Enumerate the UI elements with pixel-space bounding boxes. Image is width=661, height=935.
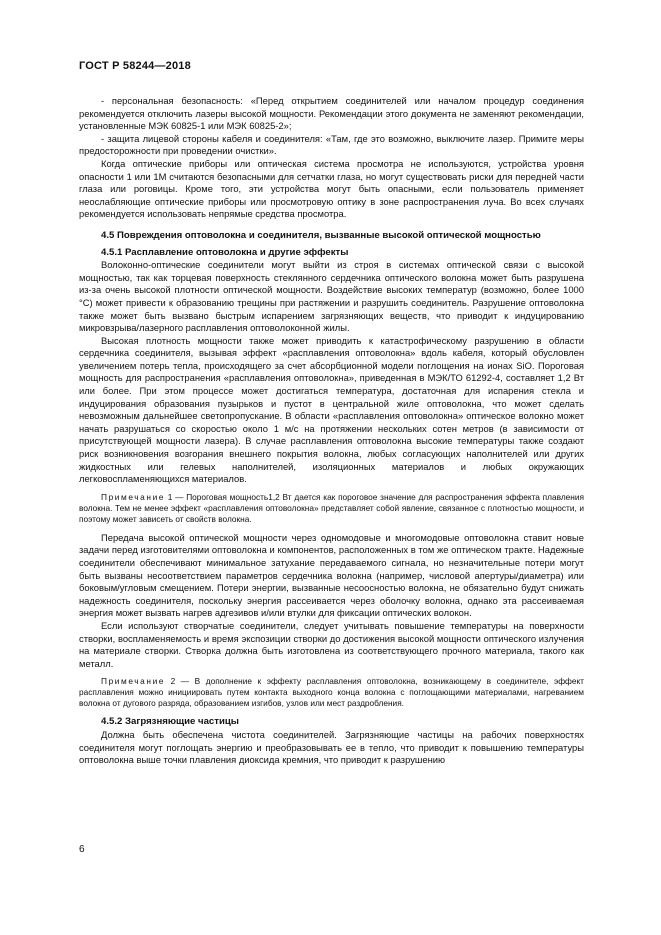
paragraph: Высокая плотность мощности также может приводить к катастрофическому разрушению в области сердечника соединителя, вызывая эффект «расплавления оптоволокна» вдоль кабеля, который обусловлен увеличением потерь тепла, происходящего за счет абсорбционной модели поглощения на ионах SiO. Пороговая мощность для распространения «расплавления оптоволокна», приведенная в МЭК/ТО 61292-4, составляет 1,2 Вт или более. При этом процессе может достигаться температура, достаточная для испарения стекла и индуцирования образования пузырьков и пустот в центральной жиле оптоволокна, что может сделать невозможным дальнейшее светопропускание. В области «расплавления оптоволокна» оптическое волокно может начать разрушаться со скоростью около 1 м/с на протяжении нескольких сотен метров (в зависимости от присутствующей мощности лазера). В случае расплавления оптоволокна высокие температуры также создают риск возникновения возгорания внешнего покрытия волокна, любых согласующих наполнителей или других жидкостных или гелевых наполнителей, изоляционных материалов и любых окружающих легковоспламеняющихся материалов. <box>79 334 584 485</box>
note-text: 2 — В дополнение к эффекту расплавления оптоволокна, возникающему в соединителе, эффект расплавления можно инициировать путем контакта выходного конца волокна с поглощающими материалами, нагреванием волокна от дугового разряда, образованием изгибов, узлов или мест раздробления. <box>79 676 584 709</box>
note-1 <box>79 492 584 525</box>
paragraph: Если используют створчатые соединители, следует учитывать повышение температуры на поверхности створки, воспламеняемость и время экспозиции створки до достижения высокой мощности оптического излучения на материале створки. Створка должна быть изготовлена из соответствующего прочного материала, такого как металл. <box>79 619 584 669</box>
note-label: Примечание <box>101 491 166 502</box>
document-body <box>79 95 584 767</box>
note-text: 1 — Пороговая мощность1,2 Вт дается как пороговое значение для распространения эффекта плавления волокна. Тем не менее эффект «расплавления оптоволокна» представляет собой явление, связанное с плотностью мощности, и поэтому может зависеть от свойств волокна. <box>79 491 584 524</box>
paragraph: - защита лицевой стороны кабеля и соединителя: «Там, где это возможно, выключите лазер. Примите меры предосторожности при проведении очистки». <box>79 132 584 157</box>
section-heading-4-5-2: 4.5.2 Загрязняющие частицы <box>101 716 239 728</box>
paragraph: Когда оптические приборы или оптическая система просмотра не используются, устройства уровня опасности 1 или 1M считаются безопасными для сетчатки глаза, но могут существовать риски для передней части глаза или роговицы. Кроме того, эти устройства могут быть опасными, если пользователь применяет неослабляющие оптические приборы или просмотровую оптику в зоне распространения луча. Во всех случаях рекомендуется использовать непрямые средства просмотра. <box>79 157 584 220</box>
page-number: 6 <box>79 844 85 855</box>
section-heading-4-5-1: 4.5.1 Расплавление оптоволокна и другие эффекты <box>101 246 349 258</box>
paragraph: - персональная безопасность: «Перед открытием соединителей или началом процедур соединения рекомендуется отключить лазеры высокой мощности. Рекомендации этого документа не заменяют рекомендации, установленные МЭК 60825-1 или МЭК 60825-2»; <box>79 95 584 132</box>
document-header: ГОСТ Р 58244—2018 <box>79 60 191 72</box>
note-label: Примечание <box>101 676 166 687</box>
paragraph: Волоконно-оптические соединители могут выйти из строя в системах оптической связи с высокой мощностью, так как торцевая поверхность стеклянного сердечника оптического волокна может быть разрушена из-за очень высокой плотности оптической мощности. Воздействие высоких температур (возможно, более 1000 °С) может привести к образованию трещины при растяжении и разрушить соединитель. Разрушение оптоволокна также может быть вызвано быстрым испарением загрязняющих веществ, что приводит к индуцированию микровзрыва/лазерного расплавления оптоволоконной жилы. <box>79 259 584 334</box>
paragraph: Должна быть обеспечена чистота соединителей. Загрязняющие частицы на рабочих поверхностях соединителя могут поглощать энергию и преобразовывать ее в тепло, что приводит к повышению температуры оптоволокна выше точки плавления диоксида кремния, что приводит к разрушению <box>79 728 584 766</box>
section-heading-4-5: 4.5 Повреждения оптоволокна и соединителя, вызванные высокой оптической мощностью <box>101 229 541 241</box>
paragraph: Передача высокой оптической мощности через одномодовые и многомодовые оптоволокна ставит новые задачи перед изготовителями оптоволокна и компонентов, расположенных в том же оптическом тракте. Надежные соединители обеспечивают минимальное затухание передаваемого сигнала, но незначительные потери могут быть вызваны несоответствием параметров сердечника волокна (например, числовой апертуры/диаметра) или боковым/угловым смещением. Потери энергии, вызванные несоосностью волокна, не обязательно будут снижать надежность соединителя, поскольку энергия рассеивается через оболочку волокна, однако эта рассеиваемая энергия может вызвать нагрев адгезивов и/или втулки для фиксации оптических волокон. <box>79 531 584 619</box>
note-2 <box>79 676 584 709</box>
